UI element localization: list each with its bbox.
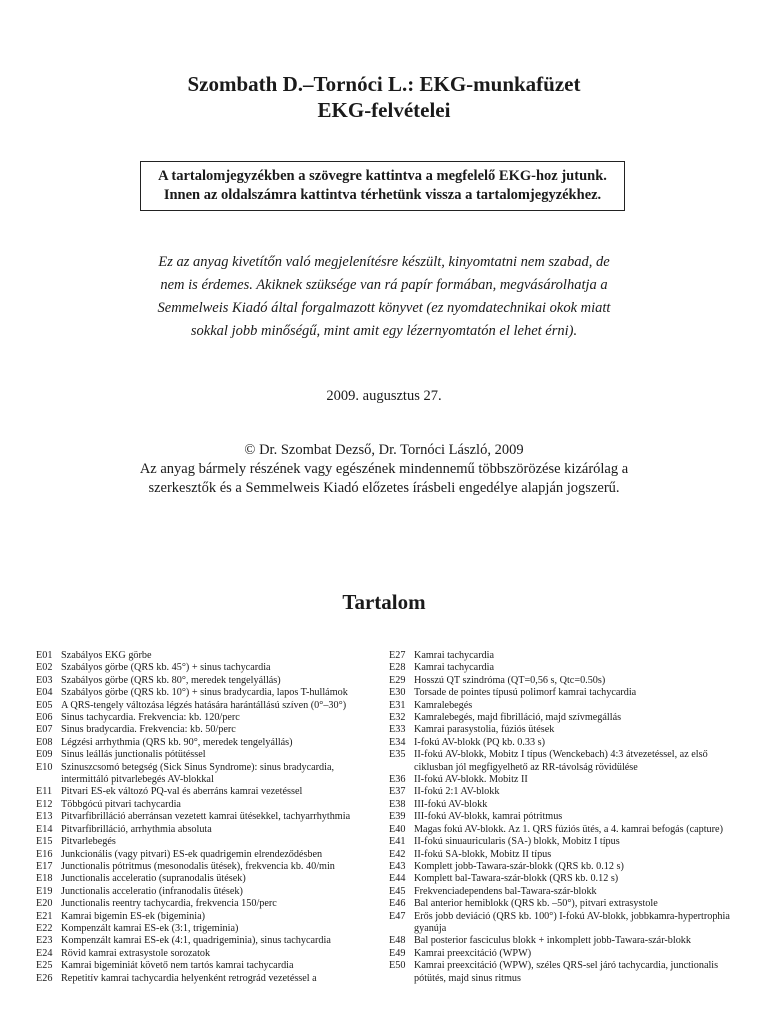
disclaimer-line: Semmelweis Kiadó által forgalmazott könyvet (ez nyomdatechnikai okok miatt: [157, 300, 611, 316]
toc-entry-title[interactable]: Sinus leállás junctionalis pótütéssel: [61, 749, 206, 761]
toc-entry-code: E15: [36, 836, 53, 848]
publication-date: 2009. augusztus 27.: [326, 388, 442, 404]
toc-entry-code: E24: [36, 947, 53, 959]
toc-right-column: [389, 650, 739, 985]
toc-entry-code: E42: [389, 848, 406, 860]
toc-entry-code: E46: [389, 898, 406, 910]
toc-entry-code: E22: [36, 922, 53, 934]
toc-entry-e44[interactable]: [389, 873, 739, 885]
toc-entry-e08[interactable]: [36, 737, 374, 749]
toc-entry-code: E48: [389, 935, 406, 947]
toc-entry-title[interactable]: Kompenzált kamrai ES-ek (3:1, trigeminia): [61, 922, 239, 934]
toc-entry-code: E10: [36, 761, 53, 773]
toc-entry-title[interactable]: Komplett bal-Tawara-szár-blokk (QRS kb. 0.12 s): [414, 873, 619, 885]
toc-entry-code: E13: [36, 811, 53, 823]
toc-entry-title[interactable]: Rövid kamrai extrasystole sorozatok: [61, 947, 211, 959]
toc-entry-e19[interactable]: [36, 886, 374, 898]
toc-entry-e14[interactable]: [36, 824, 374, 836]
toc-entry-e24[interactable]: [36, 948, 374, 960]
toc-entry-title[interactable]: II-fokú 2:1 AV-blokk: [414, 786, 500, 798]
toc-entry-title[interactable]: Sinus tachycardia. Frekvencia: kb. 120/perc: [61, 712, 240, 724]
toc-entry-title[interactable]: II-fokú SA-blokk, Mobitz II típus: [414, 848, 552, 860]
toc-entry-title[interactable]: Kamrai bigemin ES-ek (bigeminia): [61, 910, 205, 922]
toc-entry-title[interactable]: I-fokú AV-blokk (PQ kb. 0.33 s): [414, 736, 546, 748]
toc-entry-code: E37: [389, 786, 406, 798]
toc-entry-e40[interactable]: [389, 824, 739, 836]
toc-entry-title[interactable]: Kamrai tachycardia: [414, 650, 495, 661]
toc-entry-title[interactable]: Junctionalis pótritmus (mesonodalis ütések), frekvencia kb. 40/min: [61, 860, 335, 872]
toc-entry-e13[interactable]: [36, 811, 374, 823]
toc-entry-e03[interactable]: [36, 675, 374, 687]
toc-entry-code: E31: [389, 699, 406, 711]
toc-entry-e20[interactable]: [36, 898, 374, 910]
toc-entry-title[interactable]: II-fokú sinuauricularis (SA-) blokk, Mobitz I típus: [414, 836, 620, 848]
toc-entry-e21[interactable]: [36, 911, 374, 923]
toc-entry-title[interactable]: Kamrai preexcitáció (WPW): [414, 947, 532, 959]
notice-line-2: Innen az oldalszámra kattintva térhetünk vissza a tartalomjegyzékhez.: [163, 187, 602, 203]
toc-entry-e10[interactable]: [36, 762, 374, 787]
toc-entry-e09[interactable]: [36, 749, 374, 761]
toc-entry-e05[interactable]: [36, 700, 374, 712]
toc-entry-title[interactable]: Erős jobb deviáció (QRS kb. 100°) I-fokú AV-blokk, jobbkamra-hypertrophia gyanúja: [414, 910, 730, 934]
toc-entry-title[interactable]: Légzési arrhythmia (QRS kb. 90°, meredek tengelyállás): [61, 736, 293, 748]
toc-entry-title[interactable]: Kamralebegés: [414, 699, 473, 711]
toc-entry-e46[interactable]: [389, 898, 739, 910]
toc-entry-e18[interactable]: [36, 873, 374, 885]
toc-entry-title[interactable]: Többgócú pitvari tachycardia: [61, 798, 181, 810]
toc-entry-code: E29: [389, 674, 406, 686]
toc-entry-title[interactable]: Szabályos görbe (QRS kb. 45°) + sinus tachycardia: [61, 662, 271, 674]
toc-entry-code: E38: [389, 798, 406, 810]
toc-entry-code: E20: [36, 898, 53, 910]
toc-entry-code: E21: [36, 910, 53, 922]
toc-entry-title[interactable]: Szabályos görbe (QRS kb. 10°) + sinus bradycardia, lapos T-hullámok: [61, 687, 348, 699]
toc-entry-e34[interactable]: [389, 737, 739, 749]
toc-entry-code: E27: [389, 650, 406, 661]
toc-entry-e06[interactable]: [36, 712, 374, 724]
toc-entry-title[interactable]: Kamrai tachycardia: [414, 662, 495, 674]
toc-entry-code: E36: [389, 774, 406, 786]
toc-entry-code: E02: [36, 662, 53, 674]
toc-entry-e29[interactable]: [389, 675, 739, 687]
toc-entry-code: E14: [36, 823, 53, 835]
toc-entry-title[interactable]: III-fokú AV-blokk, kamrai pótritmus: [414, 811, 563, 823]
toc-entry-e48[interactable]: [389, 935, 739, 947]
toc-entry-code: E34: [389, 736, 406, 748]
toc-entry-e07[interactable]: [36, 724, 374, 736]
toc-entry-title[interactable]: Pitvarlebegés: [61, 836, 116, 848]
toc-entry-code: E04: [36, 687, 53, 699]
toc-entry-title[interactable]: Junctionalis reentry tachycardia, frekvencia 150/perc: [61, 898, 277, 910]
toc-entry-title[interactable]: Szabályos görbe (QRS kb. 80°, meredek tengelyállás): [61, 674, 281, 686]
toc-entry-e37[interactable]: [389, 786, 739, 798]
toc-entry-title[interactable]: Frekvenciadependens bal-Tawara-szár-blokk: [414, 885, 597, 897]
toc-entry-code: E30: [389, 687, 406, 699]
toc-entry-title[interactable]: Kompenzált kamrai ES-ek (4:1, quadrigeminia), sinus tachycardia: [61, 935, 331, 947]
toc-entry-e28[interactable]: [389, 662, 739, 674]
toc-entry-title[interactable]: Repetitív kamrai tachycardia helyenként retrográd vezetéssel a: [61, 972, 317, 984]
toc-entry-code: E47: [389, 910, 406, 922]
toc-entry-title[interactable]: A QRS-tengely változása légzés hatására harántállású szíven (0°–30°): [61, 699, 347, 711]
toc-entry-e38[interactable]: [389, 799, 739, 811]
toc-entry-e04[interactable]: [36, 687, 374, 699]
toc-entry-code: E05: [36, 699, 53, 711]
toc-entry-title[interactable]: Komplett jobb-Tawara-szár-blokk (QRS kb. 0.12 s): [414, 860, 624, 872]
toc-entry-code: E01: [36, 650, 53, 661]
toc-entry-e22[interactable]: [36, 923, 374, 935]
toc-entry-title[interactable]: Pitvarfibrilláció aberránsan vezetett kamrai ütésekkel, tachyarrhythmia: [61, 811, 351, 823]
toc-entry-title[interactable]: Magas fokú AV-blokk. Az 1. QRS fúziós ütés, a 4. kamrai befogás (capture): [414, 823, 723, 835]
toc-entry-e30[interactable]: [389, 687, 739, 699]
toc-entry-code: E18: [36, 873, 53, 885]
toc-entry-e16[interactable]: [36, 849, 374, 861]
toc-entry-title[interactable]: Bal posterior fasciculus blokk + inkomplett jobb-Tawara-szár-blokk: [414, 935, 691, 947]
toc-entry-e27[interactable]: [389, 650, 739, 662]
toc-entry-code: E32: [389, 712, 406, 724]
toc-entry-e42[interactable]: [389, 849, 739, 861]
toc-entry-code: E16: [36, 848, 53, 860]
toc-heading: Tartalom: [342, 590, 426, 614]
toc-left-column: [36, 650, 374, 985]
toc-entry-code: E17: [36, 860, 53, 872]
toc-entry-e35[interactable]: [389, 749, 739, 774]
toc-entry-title[interactable]: Szinuszcsomó betegség (Sick Sinus Syndrome): sinus bradycardia, intermittáló pitvarlebegés AV-blokkal: [61, 761, 335, 786]
toc-entry-e01[interactable]: [36, 650, 374, 662]
toc-entry-code: E43: [389, 860, 406, 872]
toc-entry-e50[interactable]: [389, 960, 739, 985]
toc-entry-e12[interactable]: [36, 799, 374, 811]
toc-entry-e45[interactable]: [389, 886, 739, 898]
toc-entry-e32[interactable]: [389, 712, 739, 724]
toc-entry-e49[interactable]: [389, 948, 739, 960]
disclaimer-line: nem is érdemes. Akiknek szüksége van rá papír formában, megvásárolhatja a: [160, 277, 608, 293]
toc-entry-title[interactable]: Junkcionális (vagy pitvari) ES-ek quadrigemin elrendeződésben: [61, 848, 323, 860]
copyright-line: Az anyag bármely részének vagy egészének mindennemű többszörözése kizárólag a: [139, 461, 629, 477]
toc-entry-code: E45: [389, 885, 406, 897]
toc-entry-e43[interactable]: [389, 861, 739, 873]
toc-entry-title[interactable]: Szabályos EKG görbe: [61, 650, 152, 661]
toc-entry-code: E26: [36, 972, 53, 984]
toc-entry-code: E40: [389, 823, 406, 835]
document-subtitle: EKG-felvételei: [317, 98, 451, 122]
toc-entry-title[interactable]: Junctionalis acceleratio (infranodalis ütések): [61, 885, 243, 897]
toc-entry-code: E11: [36, 786, 53, 798]
toc-entry-title[interactable]: Kamrai parasystolia, fúziós ütések: [414, 724, 555, 736]
disclaimer-paragraph: [0, 251, 768, 343]
toc-entry-title[interactable]: Sinus bradycardia. Frekvencia: kb. 50/perc: [61, 724, 236, 736]
toc-entry-e39[interactable]: [389, 811, 739, 823]
toc-entry-title[interactable]: Pitvarfibrilláció, arrhythmia absoluta: [61, 823, 212, 835]
toc-entry-title[interactable]: Kamrai preexcitáció (WPW), széles QRS-sel járó tachycardia, junctionalis pótütés, majd sinus ritmus: [414, 960, 719, 984]
toc-entry-code: E19: [36, 885, 53, 897]
toc-entry-e31[interactable]: [389, 700, 739, 712]
toc-entry-e15[interactable]: [36, 836, 374, 848]
toc-entry-code: E09: [36, 749, 53, 761]
toc-entry-title[interactable]: II-fokú AV-blokk. Mobitz II: [414, 774, 528, 786]
copyright-block: [0, 441, 768, 498]
copyright-line: szerkesztők és a Semmelweis Kiadó előzetes írásbeli engedélye alapján jogszerű.: [148, 480, 620, 496]
toc-entry-e33[interactable]: [389, 724, 739, 736]
toc-entry-title[interactable]: Kamrai bigeminiát követő nem tartós kamrai tachycardia: [61, 960, 294, 972]
toc-entry-code: E12: [36, 798, 53, 810]
toc-entry-title[interactable]: Hosszú QT szindróma (QT=0,56 s, Qtc=0.50s): [414, 674, 606, 686]
toc-entry-code: E41: [389, 836, 406, 848]
toc-entry-code: E39: [389, 811, 406, 823]
toc-entry-code: E08: [36, 736, 53, 748]
notice-line-1: A tartalomjegyzékben a szövegre kattintva a megfelelő EKG-hoz jutunk.: [158, 168, 607, 184]
disclaimer-line: Ez az anyag kivetítőn való megjelenítésre készült, kinyomtatni nem szabad, de: [158, 254, 610, 270]
toc-entry-code: E07: [36, 724, 53, 736]
toc-entry-code: E28: [389, 662, 406, 674]
toc-entry-code: E44: [389, 873, 406, 885]
toc-entry-e47[interactable]: [389, 911, 739, 936]
toc-entry-e17[interactable]: [36, 861, 374, 873]
toc-entry-code: E25: [36, 960, 53, 972]
toc-entry-e26[interactable]: [36, 973, 374, 985]
document-title: Szombath D.–Tornóci L.: EKG-munkafüzet: [187, 72, 581, 96]
toc-entry-code: E49: [389, 947, 406, 959]
toc-entry-code: E23: [36, 935, 53, 947]
toc-entry-title[interactable]: Bal anterior hemiblokk (QRS kb. –50°), pitvari extrasystole: [414, 898, 658, 910]
toc-entry-title[interactable]: II-fokú AV-blokk, Mobitz I típus (Wenckebach) 4:3 átvezetéssel, az első ciklusban jól megfigyelhető az RR-távolság rövidülése: [414, 749, 708, 773]
toc-entry-e02[interactable]: [36, 662, 374, 674]
toc-entry-code: E35: [389, 749, 406, 761]
toc-entry-code: E03: [36, 674, 53, 686]
toc-entry-e25[interactable]: [36, 960, 374, 972]
toc-entry-title[interactable]: Torsade de pointes típusú polimorf kamrai tachycardia: [414, 687, 637, 699]
disclaimer-line: sokkal jobb minőségű, mint amit egy lézernyomtatón el lehet érni).: [190, 323, 578, 339]
navigation-notice-box: [140, 161, 625, 211]
toc-entry-title[interactable]: III-fokú AV-blokk: [414, 798, 488, 810]
copyright-line: © Dr. Szombat Dezső, Dr. Tornóci László, 2009: [244, 442, 524, 458]
toc-entry-code: E06: [36, 712, 53, 724]
toc-entry-title[interactable]: Pitvari ES-ek változó PQ-val és aberráns kamrai vezetéssel: [61, 786, 303, 798]
toc-entry-code: E50: [389, 960, 406, 972]
toc-entry-e36[interactable]: [389, 774, 739, 786]
toc-entry-e41[interactable]: [389, 836, 739, 848]
toc-entry-title[interactable]: Junctionalis acceleratio (supranodalis ütések): [61, 873, 246, 885]
toc-entry-e23[interactable]: [36, 935, 374, 947]
toc-entry-e11[interactable]: [36, 786, 374, 798]
toc-entry-code: E33: [389, 724, 406, 736]
toc-entry-title[interactable]: Kamralebegés, majd fibrilláció, majd szívmegállás: [414, 712, 622, 724]
